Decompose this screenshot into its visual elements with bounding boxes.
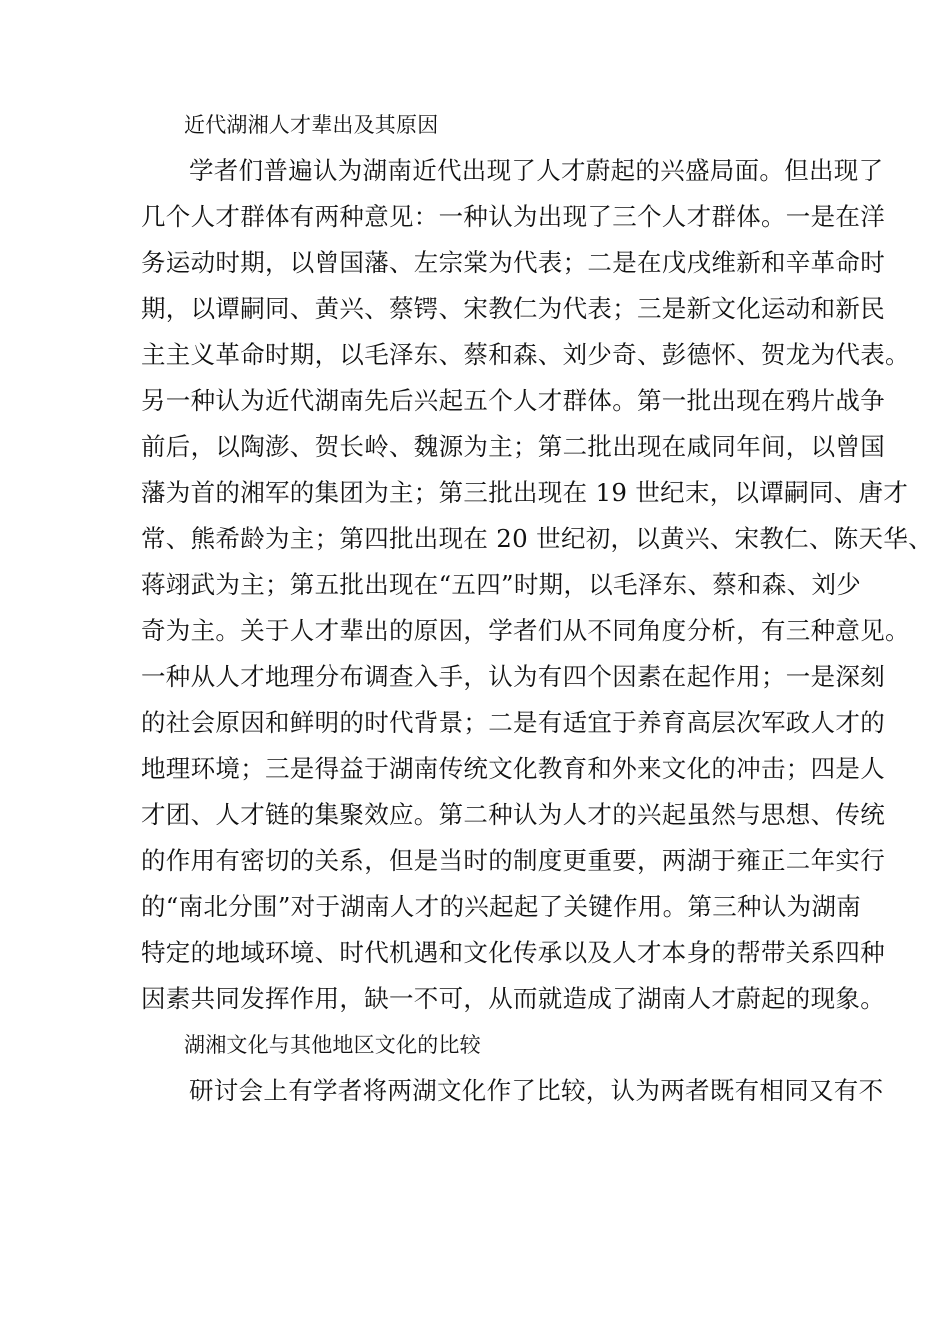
section-heading-talents: 近代湖湘人才辈出及其原因 <box>184 113 439 137</box>
paragraph-line: 前后，以陶澎、贺长岭、魏源为主；第二批出现在咸同年间，以曾国 <box>141 432 885 461</box>
paragraph-line: 另一种认为近代湖南先后兴起五个人才群体。第一批出现在鸦片战争 <box>141 386 885 415</box>
paragraph-line: 的“南北分围”对于湖南人才的兴起起了关键作用。第三种认为湖南 <box>141 892 862 921</box>
paragraph-line: 务运动时期，以曾国藩、左宗棠为代表；二是在戊戌维新和辛革命时 <box>141 248 885 277</box>
paragraph-line: 的作用有密切的关系，但是当时的制度更重要，两湖于雍正二年实行 <box>141 846 885 875</box>
paragraph-line: 特定的地域环境、时代机遇和文化传承以及人才本身的帮带关系四种 <box>141 938 885 967</box>
document-body <box>141 102 933 1114</box>
paragraph-line: 主主义革命时期，以毛泽东、蔡和森、刘少奇、彭德怀、贺龙为代表。 <box>141 340 910 369</box>
paragraph-line: 常、熊希龄为主；第四批出现在 20 世纪初，以黄兴、宋教仁、陈天华、 <box>141 524 933 553</box>
paragraph-line: 期，以谭嗣同、黄兴、蔡锷、宋教仁为代表；三是新文化运动和新民 <box>141 294 885 323</box>
paragraph-line: 的社会原因和鲜明的时代背景；二是有适宜于养育高层次军政人才的 <box>141 708 885 737</box>
paragraph-line: 藩为首的湘军的集团为主；第三批出现在 19 世纪末，以谭嗣同、唐才 <box>141 478 909 507</box>
paragraph-line: 研讨会上有学者将两湖文化作了比较，认为两者既有相同又有不 <box>189 1076 884 1105</box>
paragraph-line: 因素共同发挥作用，缺一不可，从而就造成了湖南人才蔚起的现象。 <box>141 984 885 1013</box>
paragraph-line: 蒋翊武为主；第五批出现在“五四”时期，以毛泽东、蔡和森、刘少 <box>141 570 862 599</box>
paragraph-line: 学者们普遍认为湖南近代出现了人才蔚起的兴盛局面。但出现了 <box>189 156 884 185</box>
paragraph-line: 才团、人才链的集聚效应。第二种认为人才的兴起虽然与思想、传统 <box>141 800 885 829</box>
paragraph-line: 地理环境；三是得益于湖南传统文化教育和外来文化的冲击；四是人 <box>141 754 885 783</box>
paragraph-line: 一种从人才地理分布调查入手，认为有四个因素在起作用；一是深刻 <box>141 662 885 691</box>
section-heading-comparison: 湖湘文化与其他地区文化的比较 <box>184 1033 481 1057</box>
paragraph-line: 几个人才群体有两种意见：一种认为出现了三个人才群体。一是在洋 <box>141 202 885 231</box>
paragraph-line: 奇为主。关于人才辈出的原因，学者们从不同角度分析，有三种意见。 <box>141 616 910 645</box>
